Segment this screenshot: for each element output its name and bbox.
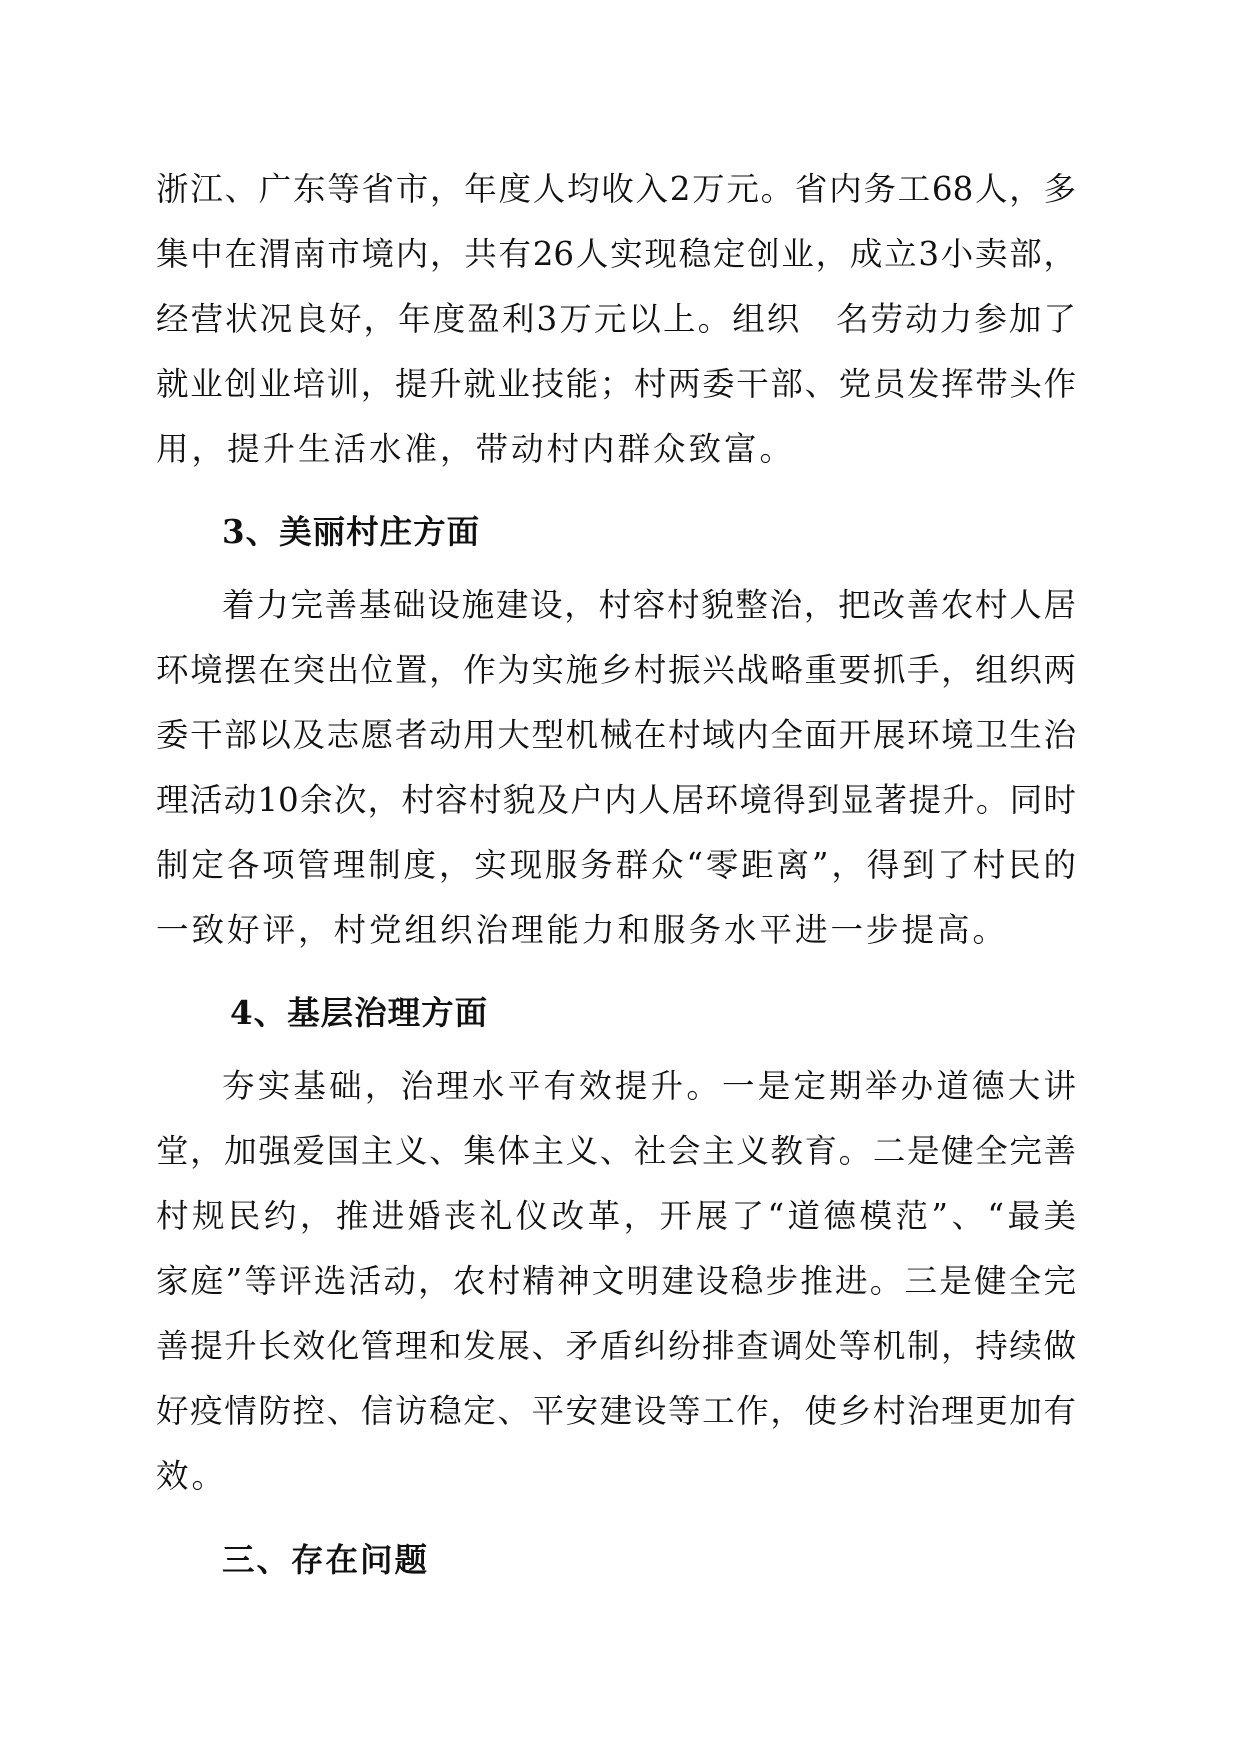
paragraph-village-line: 制定各项管理制度，实现服务群众“零距离”，得到了村民的 [156,846,1076,884]
paragraph-income-line: 就业创业培训，提升就业技能；村两委干部、党员发挥带头作 [156,365,1076,403]
paragraph-village-line: 环境摆在突出位置，作为实施乡村振兴战略重要抓手，组织两 [156,651,1076,689]
paragraph-village-line: 委干部以及志愿者动用大型机械在村域内全面开展环境卫生治 [156,716,1076,754]
section-heading-grassroots-governance: 4、基层治理方面 [230,993,489,1032]
paragraph-governance-line: 家庭”等评选活动，农村精神文明建设稳步推进。三是健全完 [156,1262,1076,1300]
paragraph-income-line: 浙江、广东等省市，年度人均收入2万元。省内务工68人，多 [156,170,1076,208]
paragraph-governance-line: 效。 [156,1457,228,1495]
paragraph-governance-line: 好疫情防控、信访稳定、平安建设等工作，使乡村治理更加有 [156,1392,1076,1430]
paragraph-village-line: 着力完善基础设施建设，村容村貌整治，把改善农村人居 [222,586,1076,624]
paragraph-governance-line: 堂，加强爱国主义、集体主义、社会主义教育。二是健全完善 [156,1132,1076,1170]
paragraph-governance-line: 夯实基础，治理水平有效提升。一是定期举办道德大讲 [222,1067,1076,1105]
paragraph-village-line: 理活动10余次，村容村貌及户内人居环境得到显著提升。同时 [156,781,1076,819]
paragraph-governance-line: 村规民约，推进婚丧礼仪改革，开展了“道德模范”、“最美 [156,1197,1076,1235]
paragraph-income-line: 用，提升生活水准，带动村内群众致富。 [156,430,796,468]
section-heading-beautiful-village: 3、美丽村庄方面 [222,512,481,551]
paragraph-governance-line: 善提升长效化管理和发展、矛盾纠纷排查调处等机制，持续做 [156,1327,1076,1365]
paragraph-income-line: 集中在渭南市境内，共有26人实现稳定创业，成立3小卖部， [156,235,1076,273]
section-heading-existing-problems: 三、存在问题 [222,1540,430,1579]
paragraph-income-line: 经营状况良好，年度盈利3万元以上。组织 名劳动力参加了 [156,300,1076,338]
paragraph-village-line: 一致好评，村党组织治理能力和服务水平进一步提高。 [156,911,1009,949]
